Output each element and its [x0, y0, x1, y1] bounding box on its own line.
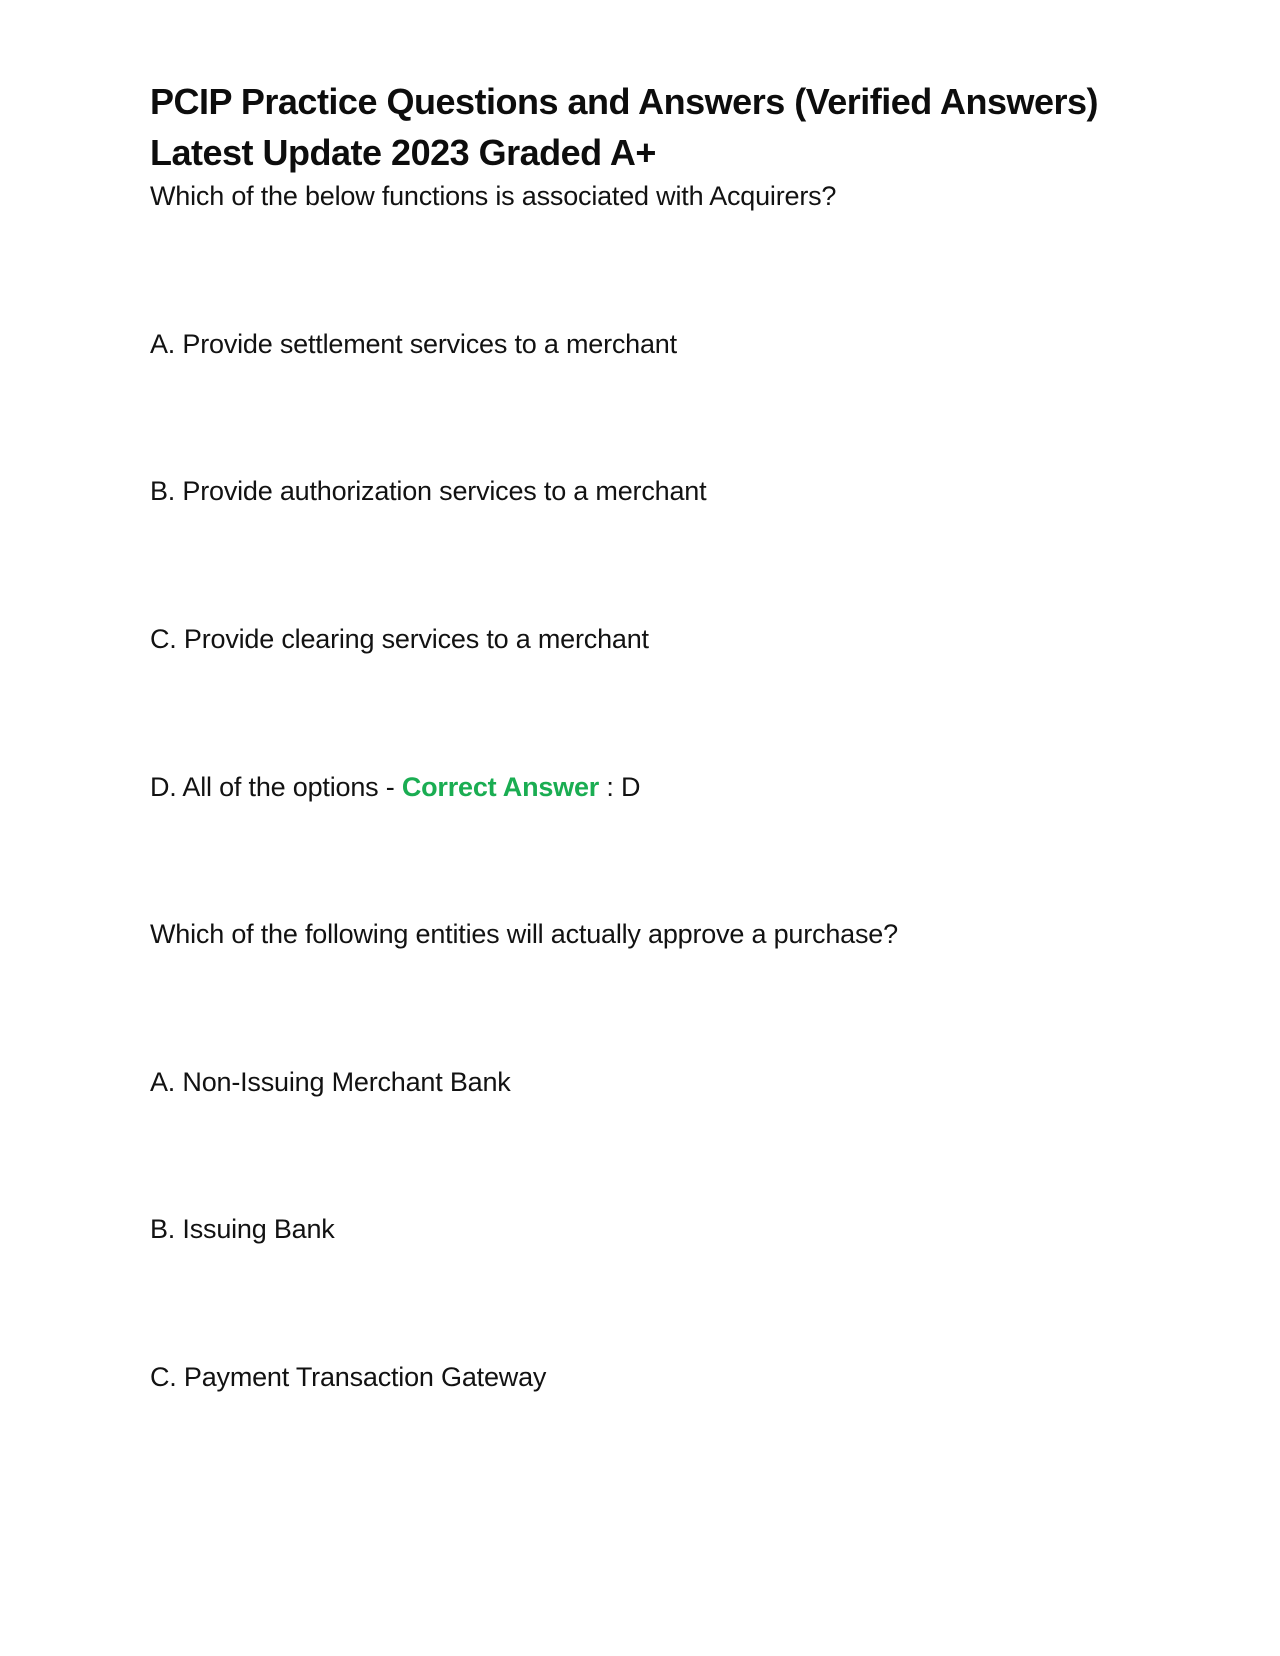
document-title [150, 76, 1150, 178]
question-1-prompt: Which of the below functions is associated with Acquirers? [150, 181, 837, 211]
question-1-option-a: A. Provide settlement services to a merchant [150, 329, 677, 359]
question-2-option-b: B. Issuing Bank [150, 1214, 335, 1244]
correct-answer-value: : D [599, 772, 641, 802]
question-1-option-b: B. Provide authorization services to a merchant [150, 476, 707, 506]
question-2-option-c: C. Payment Transaction Gateway [150, 1362, 547, 1392]
correct-answer-label: Correct Answer [401, 772, 600, 802]
question-1-option-c: C. Provide clearing services to a merchant [150, 624, 649, 654]
question-1-option-d [150, 769, 640, 805]
question-1-option-d-text: D. All of the options - [150, 772, 402, 802]
question-2-option-a: A. Non-Issuing Merchant Bank [150, 1067, 511, 1097]
question-2-prompt: Which of the following entities will actually approve a purchase? [150, 919, 898, 949]
title-line-1: PCIP Practice Questions and Answers (Verified Answers) [150, 81, 1099, 122]
title-line-2: Latest Update 2023 Graded A+ [150, 132, 656, 173]
